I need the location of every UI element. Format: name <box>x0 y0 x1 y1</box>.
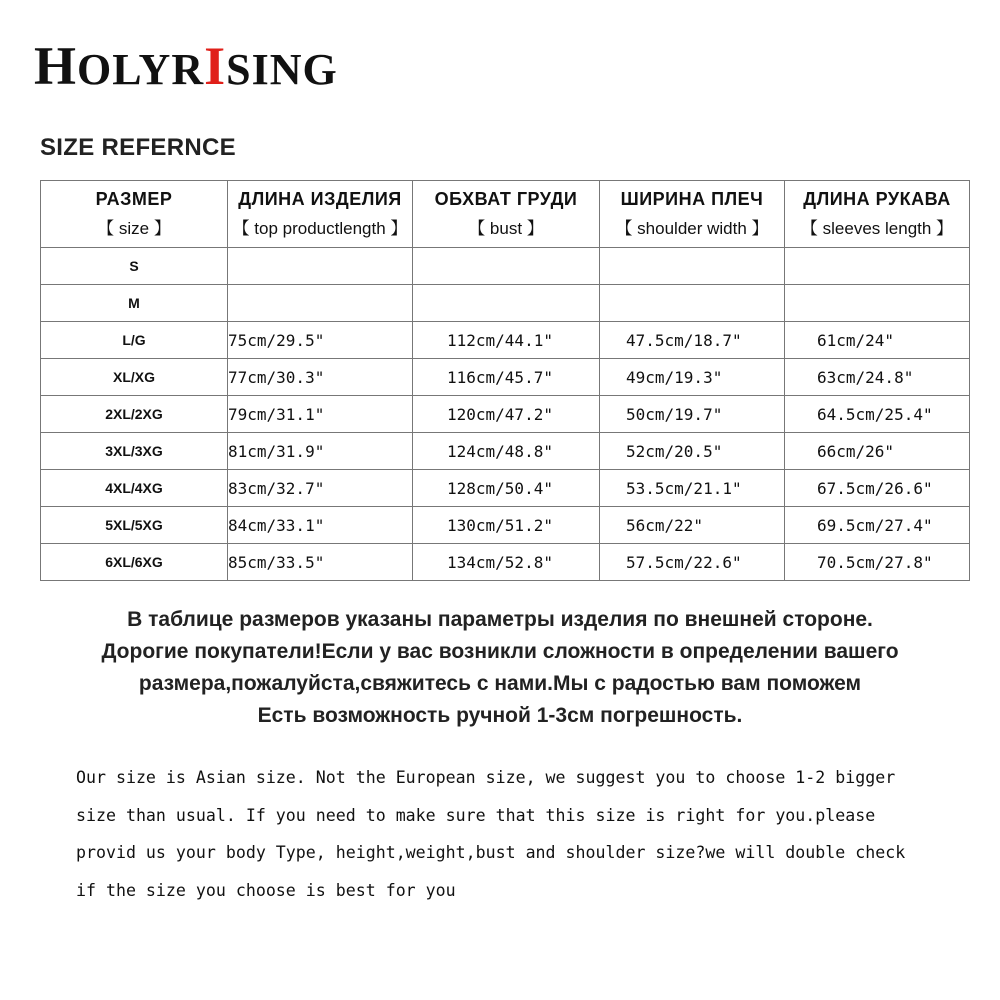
sleeve-cell: 66cm/26" <box>785 433 970 470</box>
length-cell: 79cm/31.1" <box>228 396 413 433</box>
table-row <box>41 544 970 581</box>
sleeve-cell <box>785 248 970 285</box>
shoulder-cell: 52cm/20.5" <box>600 433 785 470</box>
shoulder-cell: 53.5cm/21.1" <box>600 470 785 507</box>
length-cell: 77cm/30.3" <box>228 359 413 396</box>
length-cell: 75cm/29.5" <box>228 322 413 359</box>
table-row <box>41 322 970 359</box>
size-cell: 6XL/6XG <box>41 544 228 581</box>
table-row <box>41 433 970 470</box>
size-cell: M <box>41 285 228 322</box>
russian-notes <box>20 604 980 732</box>
length-cell <box>228 248 413 285</box>
english-note-line: if the size you choose is best for you <box>76 880 456 900</box>
bust-cell: 130cm/51.2" <box>413 507 600 544</box>
header-sleeve-ru: ДЛИНА РУКАВА <box>803 189 951 209</box>
sleeve-cell: 64.5cm/25.4" <box>785 396 970 433</box>
logo-letter-i: I <box>204 36 227 96</box>
length-cell: 84cm/33.1" <box>228 507 413 544</box>
sleeve-cell: 69.5cm/27.4" <box>785 507 970 544</box>
header-shoulder-en: 【 shoulder width 】 <box>615 219 769 238</box>
header-shoulder-ru: ШИРИНА ПЛЕЧ <box>620 189 764 209</box>
size-cell: L/G <box>41 322 228 359</box>
bust-cell <box>413 248 600 285</box>
english-note-line: Our size is Asian size. Not the European size, we suggest you to choose 1-2 bigger <box>76 768 896 787</box>
shoulder-cell <box>600 285 785 322</box>
length-cell: 83cm/32.7" <box>228 470 413 507</box>
sleeve-cell: 61cm/24" <box>785 322 970 359</box>
size-cell: S <box>41 248 228 285</box>
header-bust <box>413 181 600 248</box>
sleeve-cell: 63cm/24.8" <box>785 359 970 396</box>
header-bust-ru: ОБХВАТ ГРУДИ <box>434 189 578 209</box>
shoulder-cell: 50cm/19.7" <box>600 396 785 433</box>
length-cell: 85cm/33.5" <box>228 544 413 581</box>
russian-note-line: Есть возможность ручной 1-3см погрешность. <box>257 704 743 727</box>
header-shoulder <box>600 181 785 248</box>
sleeve-cell: 70.5cm/27.8" <box>785 544 970 581</box>
table-row <box>41 285 970 322</box>
shoulder-cell: 56cm/22" <box>600 507 785 544</box>
header-sleeve-en: 【 sleeves length 】 <box>800 219 954 238</box>
header-length-en: 【 top productlength 】 <box>232 219 408 238</box>
russian-note-line: Дорогие покупатели!Если у вас возникли сложности в определении вашего <box>101 640 899 663</box>
header-length <box>228 181 413 248</box>
size-cell: 4XL/4XG <box>41 470 228 507</box>
size-cell: 5XL/5XG <box>41 507 228 544</box>
bust-cell: 134cm/52.8" <box>413 544 600 581</box>
table-row <box>41 507 970 544</box>
section-title: SIZE REFERNCE <box>40 134 236 161</box>
logo-letters-sing: SING <box>226 45 338 94</box>
shoulder-cell: 57.5cm/22.6" <box>600 544 785 581</box>
english-note-line: size than usual. If you need to make sure that this size is right for you.please <box>76 805 876 825</box>
size-table <box>40 180 970 581</box>
header-size-en: 【 size 】 <box>97 219 171 238</box>
bust-cell: 116cm/45.7" <box>413 359 600 396</box>
size-cell: 2XL/2XG <box>41 396 228 433</box>
logo-letters-olyr: OLYR <box>77 45 205 94</box>
length-cell <box>228 285 413 322</box>
header-bust-en: 【 bust 】 <box>468 219 544 238</box>
russian-note-line: размера,пожалуйста,свяжитесь с нами.Мы с радостью вам поможем <box>138 672 862 695</box>
shoulder-cell <box>600 248 785 285</box>
header-sleeve <box>785 181 970 248</box>
header-size-ru: РАЗМЕР <box>95 189 173 209</box>
table-row <box>41 470 970 507</box>
size-cell: XL/XG <box>41 359 228 396</box>
size-cell: 3XL/3XG <box>41 433 228 470</box>
table-header-row <box>41 181 970 248</box>
english-notes <box>76 759 981 909</box>
sleeve-cell <box>785 285 970 322</box>
shoulder-cell: 47.5cm/18.7" <box>600 322 785 359</box>
logo-letter-h: H <box>34 36 78 96</box>
bust-cell <box>413 285 600 322</box>
bust-cell: 124cm/48.8" <box>413 433 600 470</box>
bust-cell: 120cm/47.2" <box>413 396 600 433</box>
table-row <box>41 248 970 285</box>
table-row <box>41 359 970 396</box>
shoulder-cell: 49cm/19.3" <box>600 359 785 396</box>
sleeve-cell: 67.5cm/26.6" <box>785 470 970 507</box>
length-cell: 81cm/31.9" <box>228 433 413 470</box>
header-size <box>41 181 228 248</box>
header-length-ru: ДЛИНА ИЗДЕЛИЯ <box>238 189 402 209</box>
russian-note-line: В таблице размеров указаны параметры изделия по внешней стороне. <box>127 608 873 631</box>
brand-logo <box>34 38 338 98</box>
english-note-line: provid us your body Type, height,weight,bust and shoulder size?we will double check <box>76 843 906 862</box>
bust-cell: 112cm/44.1" <box>413 322 600 359</box>
bust-cell: 128cm/50.4" <box>413 470 600 507</box>
table-row <box>41 396 970 433</box>
